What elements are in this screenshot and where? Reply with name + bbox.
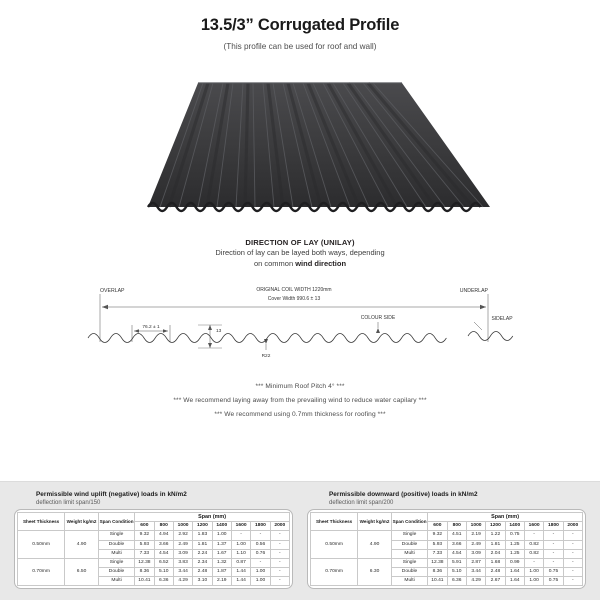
cell-load: 6.36: [447, 577, 466, 586]
cell-load: 2.87: [466, 558, 485, 567]
cell-load: 1.00: [212, 531, 231, 540]
notes-block: [0, 383, 600, 418]
note-laying-direction: *** We recommend laying away from the prevailing wind to reduce water capilary ***: [173, 396, 427, 404]
cell-load: 0.76: [251, 549, 270, 558]
direction-of-lay-line1: Direction of lay can be layed both ways, depending: [215, 248, 385, 257]
cell-load: 0.56: [251, 540, 270, 549]
span-col-1000: 1000: [173, 522, 192, 531]
direction-of-lay-line2: [0, 259, 600, 270]
cell-load: 1.00: [524, 567, 543, 576]
cell-load: 1.00: [251, 567, 270, 576]
cell-load: -: [270, 549, 289, 558]
header-span-group: Span (mm): [428, 512, 583, 522]
cell-load: -: [563, 577, 582, 586]
table-row: [311, 558, 583, 567]
table-header-row: [311, 512, 583, 522]
wind-uplift-table-subtitle: deflection limit span/150: [36, 499, 101, 506]
span-col-2000: 2000: [270, 522, 289, 531]
table-row: [18, 558, 290, 567]
wind-direction-emphasis: wind direction: [295, 258, 347, 268]
cell-thickness: 0.50mm: [18, 531, 65, 558]
wind-uplift-table-block: [14, 491, 293, 589]
cell-load: 0.99: [505, 558, 524, 567]
overlap-label: OVERLAP: [100, 287, 125, 294]
downward-load-table-block: [307, 491, 586, 589]
cell-weight: 4.90: [358, 531, 392, 558]
cell-load: -: [563, 531, 582, 540]
cell-load: 3.09: [466, 549, 485, 558]
span-col-800: 800: [447, 522, 466, 531]
downward-load-table: [310, 512, 583, 587]
downward-load-table-title: Permissible downward (positive) loads in kN/m2: [329, 491, 478, 498]
cell-load: 1.81: [193, 540, 212, 549]
cell-load: -: [544, 531, 563, 540]
cell-load: -: [544, 540, 563, 549]
cell-load: 2.19: [466, 531, 485, 540]
cell-load: 0.87: [231, 558, 250, 567]
cell-load: 0.75: [544, 577, 563, 586]
page-subtitle: (This profile can be used for roof and wall): [223, 42, 377, 51]
cell-load: -: [563, 540, 582, 549]
span-col-1800: 1800: [251, 522, 270, 531]
sidelap-leader: [474, 322, 482, 330]
cell-load: 1.68: [486, 558, 505, 567]
cell-load: 0.82: [524, 540, 543, 549]
span-col-1800: 1800: [544, 522, 563, 531]
cell-load: 8.36: [135, 567, 154, 576]
cell-load: 6.36: [154, 577, 173, 586]
span-col-600: 600: [135, 522, 154, 531]
cell-load: 1.67: [212, 549, 231, 558]
cell-condition: Multi: [391, 549, 427, 558]
cell-load: 1.25: [505, 540, 524, 549]
cell-weight: 6.50: [65, 558, 99, 585]
cell-load: 4.29: [466, 577, 485, 586]
sidelap-label: SIDELAP: [491, 315, 513, 322]
header-weight: Weight kg/m2: [358, 512, 392, 531]
cell-condition: Single: [98, 558, 134, 567]
cell-load: -: [251, 558, 270, 567]
cell-load: 7.33: [428, 549, 447, 558]
cell-load: 1.32: [212, 558, 231, 567]
cell-load: 1.00: [251, 577, 270, 586]
cell-load: 2.49: [466, 540, 485, 549]
cell-load: 4.51: [447, 531, 466, 540]
span-col-1400: 1400: [505, 522, 524, 531]
cell-load: 10.41: [135, 577, 154, 586]
cell-load: 2.24: [193, 549, 212, 558]
cell-load: 3.83: [173, 558, 192, 567]
table-row: [18, 531, 290, 540]
cell-condition: Double: [391, 567, 427, 576]
cell-load: -: [251, 531, 270, 540]
cell-load: -: [270, 540, 289, 549]
span-col-1400: 1400: [212, 522, 231, 531]
cell-load: 5.10: [154, 567, 173, 576]
cell-load: 3.44: [173, 567, 192, 576]
direction-of-lay-block: [0, 237, 600, 270]
cell-load: 1.25: [505, 549, 524, 558]
direction-of-lay-title: DIRECTION OF LAY (UNILAY): [245, 238, 355, 247]
cell-load: 3.66: [447, 540, 466, 549]
profile-technical-drawing: [0, 280, 600, 375]
cell-load: 4.54: [447, 549, 466, 558]
cell-load: -: [524, 531, 543, 540]
cell-load: 1.37: [212, 540, 231, 549]
header-span-group: Span (mm): [135, 512, 290, 522]
cell-thickness: 0.50mm: [311, 531, 358, 558]
cell-load: 1.64: [505, 577, 524, 586]
wind-uplift-table: [17, 512, 290, 587]
cell-condition: Multi: [391, 577, 427, 586]
cell-condition: Multi: [98, 549, 134, 558]
cover-width-label: Cover Width 990.6 ± 13: [267, 295, 321, 302]
cell-load: 3.10: [193, 577, 212, 586]
header-sheet-thickness: Sheet Thickness: [18, 512, 65, 531]
cell-load: 8.36: [428, 567, 447, 576]
cell-load: 2.92: [173, 531, 192, 540]
cell-load: 1.87: [212, 567, 231, 576]
cell-load: 5.93: [428, 540, 447, 549]
profile-section-line: [88, 333, 446, 342]
load-tables-panel: [0, 481, 600, 600]
cell-load: 1.22: [486, 531, 505, 540]
direction-of-lay-line2-prefix: on common: [253, 258, 296, 268]
cell-load: -: [270, 567, 289, 576]
cell-load: -: [270, 577, 289, 586]
wind-uplift-table-title: Permissible wind uplift (negative) loads in kN/m2: [36, 491, 187, 498]
cell-load: 2.48: [193, 567, 212, 576]
cell-load: 3.09: [173, 549, 192, 558]
cell-load: 2.67: [486, 577, 505, 586]
header-span-condition: Span Condition: [391, 512, 427, 531]
cell-load: 0.82: [524, 549, 543, 558]
header-span-condition: Span Condition: [98, 512, 134, 531]
cell-load: 2.49: [173, 540, 192, 549]
span-col-1600: 1600: [524, 522, 543, 531]
cell-condition: Single: [98, 531, 134, 540]
span-col-2000: 2000: [563, 522, 582, 531]
cell-load: -: [544, 549, 563, 558]
cell-load: 1.64: [505, 567, 524, 576]
header-weight: Weight kg/m2: [65, 512, 99, 531]
note-thickness: *** We recommend using 0.7mm thickness for roofing ***: [214, 410, 386, 418]
cell-load: 2.48: [486, 567, 505, 576]
page-title: 13.5/3” Corrugated Profile: [200, 16, 400, 34]
downward-load-table-subtitle: deflection limit span/200: [329, 499, 394, 506]
cell-load: 1.81: [486, 540, 505, 549]
radius-label: R22: [261, 353, 271, 359]
cell-load: -: [563, 558, 582, 567]
span-col-1200: 1200: [486, 522, 505, 531]
table-row: [311, 531, 583, 540]
cell-load: 4.54: [154, 549, 173, 558]
cell-load: 12.38: [428, 558, 447, 567]
cell-load: -: [544, 558, 563, 567]
cell-load: 0.75: [544, 567, 563, 576]
cell-load: 5.10: [447, 567, 466, 576]
span-col-1200: 1200: [193, 522, 212, 531]
pitch-label: 76.2 ± 1: [142, 324, 160, 330]
sheet-body: [148, 83, 490, 211]
cell-load: 0.75: [505, 531, 524, 540]
cell-condition: Single: [391, 558, 427, 567]
cell-load: -: [563, 549, 582, 558]
cell-load: 9.32: [428, 531, 447, 540]
wind-uplift-table-card: [14, 509, 293, 590]
span-col-600: 600: [428, 522, 447, 531]
product-image: [0, 61, 600, 221]
cell-load: 5.93: [135, 540, 154, 549]
cell-load: 2.19: [212, 577, 231, 586]
cell-load: 3.44: [466, 567, 485, 576]
cell-load: 10.41: [428, 577, 447, 586]
span-col-1600: 1600: [231, 522, 250, 531]
cell-load: 1.00: [524, 577, 543, 586]
depth-label: 13: [216, 328, 222, 334]
cell-load: 12.38: [135, 558, 154, 567]
cell-load: 1.10: [231, 549, 250, 558]
downward-load-table-card: [307, 509, 586, 590]
cell-load: -: [270, 531, 289, 540]
cell-weight: 6.30: [358, 558, 392, 585]
cell-load: 6.52: [154, 558, 173, 567]
cell-load: 2.04: [486, 549, 505, 558]
cell-load: 1.00: [231, 540, 250, 549]
cell-load: -: [231, 531, 250, 540]
cell-thickness: 0.70mm: [311, 558, 358, 585]
coil-width-label: ORIGINAL COIL WIDTH 1220mm: [256, 286, 332, 293]
cell-load: -: [270, 558, 289, 567]
cell-load: 7.33: [135, 549, 154, 558]
cell-weight: 4.90: [65, 531, 99, 558]
colour-side-label: COLOUR SIDE: [360, 314, 396, 321]
cell-load: 1.44: [231, 577, 250, 586]
cell-load: -: [524, 558, 543, 567]
cell-load: 3.66: [154, 540, 173, 549]
cell-load: 1.44: [231, 567, 250, 576]
cell-condition: Double: [98, 540, 134, 549]
cell-condition: Multi: [98, 577, 134, 586]
cell-condition: Double: [391, 540, 427, 549]
cell-condition: Double: [98, 567, 134, 576]
header-sheet-thickness: Sheet Thickness: [311, 512, 358, 531]
cell-condition: Single: [391, 531, 427, 540]
note-roof-pitch: *** Minimum Roof Pitch 4° ***: [255, 382, 345, 390]
span-col-1000: 1000: [466, 522, 485, 531]
cell-load: 4.29: [173, 577, 192, 586]
sidelap-profile-line: [468, 331, 513, 340]
cell-load: 9.32: [135, 531, 154, 540]
cell-thickness: 0.70mm: [18, 558, 65, 585]
cell-load: 4.94: [154, 531, 173, 540]
underlap-label: UNDERLAP: [459, 287, 488, 294]
cell-load: 2.34: [193, 558, 212, 567]
table-header-row: [18, 512, 290, 522]
cell-load: 5.91: [447, 558, 466, 567]
cell-load: 1.83: [193, 531, 212, 540]
span-col-800: 800: [154, 522, 173, 531]
cell-load: -: [563, 567, 582, 576]
